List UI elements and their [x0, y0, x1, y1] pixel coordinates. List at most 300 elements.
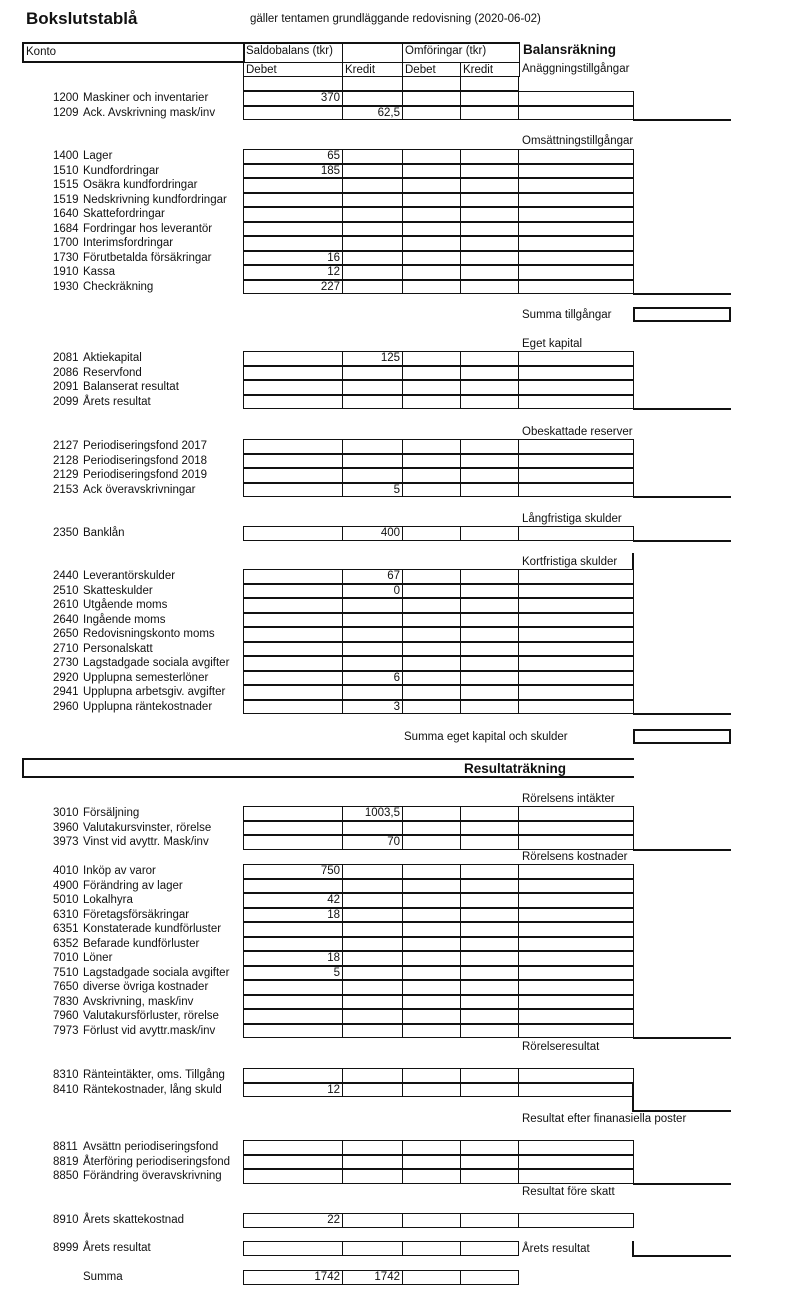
balans-cell[interactable]	[518, 1009, 634, 1024]
balans-cell[interactable]	[518, 468, 634, 483]
saldo-kredit-cell[interactable]	[342, 91, 403, 106]
resultat-fore-skatt-label: Resultat före skatt	[522, 1186, 615, 1198]
omf-kredit-cell[interactable]	[460, 951, 519, 966]
saldo-kredit-cell[interactable]	[342, 613, 403, 628]
saldo-kredit-cell[interactable]: 5	[342, 483, 403, 498]
account-number: 7650	[53, 981, 79, 993]
omf-debet-cell[interactable]	[402, 395, 461, 410]
saldo-debet-cell[interactable]	[243, 627, 343, 642]
saldo-kredit-cell[interactable]	[342, 207, 403, 222]
saldo-debet-cell[interactable]	[243, 656, 343, 671]
balans-cell[interactable]	[518, 164, 634, 179]
saldo-debet-cell[interactable]	[243, 351, 343, 366]
balans-cell[interactable]	[518, 922, 634, 937]
account-label	[53, 995, 193, 1010]
omf-kredit-cell[interactable]	[460, 1140, 519, 1155]
saldobalans-header	[243, 42, 343, 63]
account-number: 2440	[53, 570, 79, 582]
saldo-debet-cell[interactable]	[243, 1241, 343, 1256]
omf-kredit-cell[interactable]	[460, 569, 519, 584]
omf-debet-cell[interactable]	[402, 1009, 461, 1024]
saldo-kredit-cell[interactable]	[342, 1213, 403, 1228]
saldo-debet-cell[interactable]	[243, 193, 343, 208]
saldo-debet-cell[interactable]	[243, 995, 343, 1010]
omf-debet-cell[interactable]	[402, 351, 461, 366]
saldo-debet-cell[interactable]	[243, 395, 343, 410]
saldo-kredit-cell[interactable]	[342, 178, 403, 193]
balans-cell[interactable]	[518, 265, 634, 280]
saldo-debet-cell[interactable]	[243, 835, 343, 850]
saldo-kredit-cell[interactable]	[342, 193, 403, 208]
balans-cell[interactable]	[518, 1083, 634, 1098]
saldo-debet-cell[interactable]	[243, 1140, 343, 1155]
saldo-debet-cell[interactable]: 227	[243, 280, 343, 295]
saldo-debet-cell[interactable]: 12	[243, 265, 343, 280]
account-label	[53, 439, 207, 454]
omf-debet-cell[interactable]	[402, 937, 461, 952]
balans-cell[interactable]	[518, 178, 634, 193]
balans-cell[interactable]	[518, 149, 634, 164]
omf-kredit-cell[interactable]	[460, 1068, 519, 1083]
saldo-kredit-cell[interactable]	[342, 879, 403, 894]
saldo-debet-cell[interactable]	[243, 526, 343, 541]
saldo-kredit-cell[interactable]	[342, 598, 403, 613]
saldo-debet-cell[interactable]: 5	[243, 966, 343, 981]
saldo-kredit-cell[interactable]	[342, 864, 403, 879]
saldo-kredit-cell[interactable]	[342, 1241, 403, 1256]
omf-debet-cell[interactable]	[402, 598, 461, 613]
omf-debet-cell[interactable]	[402, 893, 461, 908]
saldo-kredit-cell[interactable]: 3	[342, 700, 403, 715]
omf-debet-cell[interactable]	[402, 380, 461, 395]
omf-debet-cell[interactable]	[402, 468, 461, 483]
omf-debet-cell[interactable]	[402, 1140, 461, 1155]
saldo-kredit-cell[interactable]	[342, 995, 403, 1010]
saldo-debet-cell[interactable]: 22	[243, 1213, 343, 1228]
saldo-debet-cell[interactable]	[243, 222, 343, 237]
omf-debet-cell[interactable]	[402, 995, 461, 1010]
account-label	[53, 671, 208, 686]
omf-kredit-cell[interactable]	[460, 656, 519, 671]
account-name: Årets resultat	[83, 395, 151, 408]
account-name: Valutakursförluster, rörelse	[83, 1010, 219, 1022]
omf-debet-cell[interactable]	[402, 922, 461, 937]
saldo-kredit-cell[interactable]: 6	[342, 671, 403, 686]
saldo-debet-cell[interactable]	[243, 366, 343, 381]
balans-cell[interactable]	[518, 821, 634, 836]
omsattning-label: Omsättningstillgångar	[522, 135, 634, 147]
saldo-debet-cell[interactable]	[243, 1024, 343, 1039]
balans-cell[interactable]	[518, 937, 634, 952]
balans-cell[interactable]	[518, 1024, 634, 1039]
saldo-debet-cell[interactable]: 12	[243, 1083, 343, 1098]
omf-kredit-cell[interactable]	[460, 380, 519, 395]
saldo-kredit-cell[interactable]: 70	[342, 835, 403, 850]
omf-kredit-cell[interactable]	[460, 598, 519, 613]
omf-kredit-cell[interactable]	[460, 251, 519, 266]
balans-cell[interactable]	[518, 642, 634, 657]
saldo-debet-cell[interactable]: 185	[243, 164, 343, 179]
balans-cell[interactable]	[518, 966, 634, 981]
omf-debet-cell[interactable]	[402, 251, 461, 266]
saldo-kredit-cell[interactable]	[342, 980, 403, 995]
balans-cell[interactable]	[518, 483, 634, 498]
summa-debet-cell[interactable]: 1742	[243, 1270, 343, 1285]
balans-cell[interactable]	[518, 893, 634, 908]
omf-kredit-cell[interactable]	[460, 864, 519, 879]
omf-kredit-cell[interactable]	[460, 995, 519, 1010]
omf-kredit-cell[interactable]	[460, 178, 519, 193]
saldo-kredit-cell[interactable]	[342, 280, 403, 295]
saldo-debet-cell[interactable]	[243, 922, 343, 937]
saldo-debet-cell[interactable]	[243, 1155, 343, 1170]
omf-debet-cell[interactable]	[402, 835, 461, 850]
omf-debet-cell[interactable]	[402, 193, 461, 208]
omf-kredit-cell[interactable]	[460, 671, 519, 686]
omf-debet-cell[interactable]	[402, 879, 461, 894]
omf-debet-cell[interactable]	[402, 980, 461, 995]
saldo-debet-cell[interactable]	[243, 685, 343, 700]
balans-cell[interactable]	[518, 526, 634, 541]
balans-cell[interactable]	[518, 671, 634, 686]
omf-kredit-cell[interactable]	[460, 642, 519, 657]
omf-kredit-cell[interactable]	[460, 439, 519, 454]
omf-kredit-cell[interactable]	[460, 236, 519, 251]
account-number: 7973	[53, 1024, 79, 1037]
saldo-debet-cell[interactable]	[243, 1169, 343, 1184]
balans-cell[interactable]	[518, 380, 634, 395]
omf-kredit-cell[interactable]	[460, 1155, 519, 1170]
balans-cell[interactable]	[518, 980, 634, 995]
saldo-kredit-cell[interactable]: 62,5	[342, 106, 403, 121]
saldo-debet-cell[interactable]	[243, 106, 343, 121]
saldo-kredit-cell[interactable]	[342, 821, 403, 836]
saldo-kredit-cell[interactable]	[342, 1155, 403, 1170]
saldo-debet-cell[interactable]: 750	[243, 864, 343, 879]
account-label	[53, 236, 173, 251]
omf-kredit-cell[interactable]	[460, 980, 519, 995]
saldo-kredit-cell[interactable]	[342, 439, 403, 454]
saldo-debet-cell[interactable]: 16	[243, 251, 343, 266]
balans-cell[interactable]	[518, 439, 634, 454]
saldo-debet-cell[interactable]	[243, 439, 343, 454]
omf-debet-cell[interactable]	[402, 627, 461, 642]
saldo-kredit-cell[interactable]	[342, 922, 403, 937]
saldo-debet-cell[interactable]	[243, 1009, 343, 1024]
balans-cell[interactable]	[518, 569, 634, 584]
omf-kredit-cell[interactable]	[460, 584, 519, 599]
balans-cell[interactable]	[518, 995, 634, 1010]
omf-kredit-cell[interactable]	[460, 207, 519, 222]
saldo-debet-cell[interactable]	[243, 380, 343, 395]
balansrakning-heading: Balansräkning	[523, 42, 617, 57]
balans-cell[interactable]	[518, 351, 634, 366]
saldo-kredit-cell[interactable]	[342, 265, 403, 280]
omf-debet-cell[interactable]	[402, 439, 461, 454]
omf-debet-cell[interactable]	[402, 951, 461, 966]
balans-cell[interactable]	[518, 395, 634, 410]
omf-kredit-cell[interactable]	[460, 280, 519, 295]
saldo-kredit-cell[interactable]	[342, 656, 403, 671]
omf-kredit-cell[interactable]	[460, 685, 519, 700]
omf-debet-cell[interactable]	[402, 1169, 461, 1184]
omf-debet-cell[interactable]	[402, 91, 461, 106]
saldo-kredit-cell[interactable]	[342, 685, 403, 700]
omf-debet-cell[interactable]	[402, 569, 461, 584]
saldo-kredit-cell[interactable]	[342, 236, 403, 251]
omf-kredit-cell[interactable]	[460, 879, 519, 894]
account-label	[53, 164, 159, 179]
balans-cell[interactable]	[518, 613, 634, 628]
balans-cell[interactable]	[518, 685, 634, 700]
saldo-debet-cell[interactable]	[243, 598, 343, 613]
omf-debet-cell[interactable]	[402, 806, 461, 821]
balans-cell[interactable]	[518, 908, 634, 923]
saldo-kredit-cell[interactable]: 400	[342, 526, 403, 541]
account-name: Periodiseringsfond 2019	[83, 469, 208, 481]
omf-kredit-cell[interactable]	[460, 613, 519, 628]
saldo-debet-cell[interactable]	[243, 642, 343, 657]
saldo-kredit-cell[interactable]	[342, 642, 403, 657]
saldo-kredit-cell[interactable]	[342, 380, 403, 395]
saldo-kredit-cell[interactable]	[342, 951, 403, 966]
omf-kredit-cell[interactable]	[460, 1213, 519, 1228]
omf-debet-cell[interactable]	[402, 207, 461, 222]
summa-omf-debet-cell[interactable]	[402, 1270, 461, 1285]
saldo-debet-cell[interactable]	[243, 207, 343, 222]
saldo-debet-cell[interactable]	[243, 879, 343, 894]
account-number: 7960	[53, 1010, 79, 1022]
saldo-kredit-cell[interactable]	[342, 966, 403, 981]
omf-debet-cell[interactable]	[402, 1068, 461, 1083]
omf-kredit-cell[interactable]	[460, 700, 519, 715]
balans-cell[interactable]	[518, 951, 634, 966]
omf-debet-cell[interactable]	[402, 656, 461, 671]
omf-kredit-cell[interactable]	[460, 908, 519, 923]
omf-debet-cell[interactable]	[402, 584, 461, 599]
omf-debet-cell[interactable]	[402, 222, 461, 237]
omf-debet-cell[interactable]	[402, 966, 461, 981]
saldo-kredit-cell[interactable]	[342, 395, 403, 410]
balans-cell[interactable]	[518, 700, 634, 715]
omf-debet-cell[interactable]	[402, 526, 461, 541]
omf-debet-cell[interactable]	[402, 178, 461, 193]
omf-kredit-cell[interactable]	[460, 893, 519, 908]
omf-kredit-cell[interactable]	[460, 1083, 519, 1098]
omf-debet-cell[interactable]	[402, 1083, 461, 1098]
omf-debet-cell[interactable]	[402, 1024, 461, 1039]
balans-cell[interactable]	[518, 1155, 634, 1170]
balans-cell[interactable]	[518, 1169, 634, 1184]
omf-kredit-cell[interactable]	[460, 806, 519, 821]
omf-kredit-cell[interactable]	[460, 468, 519, 483]
omf-kredit-cell[interactable]	[460, 193, 519, 208]
balans-cell[interactable]	[518, 1068, 634, 1083]
balans-cell[interactable]	[518, 656, 634, 671]
saldo-debet-cell[interactable]	[243, 584, 343, 599]
saldo-debet-cell[interactable]: 65	[243, 149, 343, 164]
omf-debet-cell[interactable]	[402, 1241, 461, 1256]
omf-debet-cell[interactable]	[402, 613, 461, 628]
balans-cell[interactable]	[518, 584, 634, 599]
saldo-kredit-cell[interactable]	[342, 454, 403, 469]
omf-kredit-cell[interactable]	[460, 351, 519, 366]
omf-kredit-cell[interactable]	[460, 1024, 519, 1039]
omf-kredit-cell[interactable]	[460, 106, 519, 121]
account-label	[53, 91, 208, 106]
saldo-debet-cell[interactable]	[243, 1068, 343, 1083]
omf-kredit-cell[interactable]	[460, 821, 519, 836]
omf-debet-cell[interactable]	[402, 908, 461, 923]
saldo-kredit-cell[interactable]: 67	[342, 569, 403, 584]
saldo-kredit-cell[interactable]	[342, 1083, 403, 1098]
omf-debet-cell[interactable]	[402, 1213, 461, 1228]
account-label	[53, 1155, 230, 1170]
balans-cell[interactable]	[518, 222, 634, 237]
saldo-debet-cell[interactable]	[243, 806, 343, 821]
omf-debet-cell[interactable]	[402, 821, 461, 836]
account-label	[53, 937, 199, 952]
omforingar-label: Omföringar (tkr)	[405, 45, 487, 57]
omf-kredit-cell[interactable]	[460, 222, 519, 237]
saldo-kredit-cell[interactable]	[342, 1009, 403, 1024]
saldo-debet-cell[interactable]: 18	[243, 951, 343, 966]
omf-debet-cell[interactable]	[402, 265, 461, 280]
account-name: Lagstadgade sociala avgifter	[83, 966, 230, 979]
balans-cell[interactable]	[518, 879, 634, 894]
omf-kredit-cell[interactable]	[460, 454, 519, 469]
summa-tillgangar-label: Summa tillgångar	[522, 309, 612, 321]
omf-debet-cell[interactable]	[402, 106, 461, 121]
summa-ek-skulder-box[interactable]	[633, 729, 731, 744]
balans-cell[interactable]	[518, 1140, 634, 1155]
saldo-kredit-cell[interactable]	[342, 937, 403, 952]
omf-kredit-cell[interactable]	[460, 1169, 519, 1184]
omf-kredit-cell[interactable]	[460, 149, 519, 164]
saldo-debet-cell[interactable]: 42	[243, 893, 343, 908]
saldo-debet-cell[interactable]	[243, 671, 343, 686]
balans-cell[interactable]	[518, 207, 634, 222]
balans-cell[interactable]	[518, 835, 634, 850]
saldo-kredit-cell[interactable]	[342, 149, 403, 164]
balans-cell[interactable]	[518, 864, 634, 879]
balans-cell[interactable]	[518, 627, 634, 642]
saldo-kredit-cell[interactable]	[342, 1024, 403, 1039]
saldo-debet-cell[interactable]	[243, 236, 343, 251]
omf-debet-cell[interactable]	[402, 280, 461, 295]
omf-debet-cell[interactable]	[402, 671, 461, 686]
omf-kredit-cell[interactable]	[460, 627, 519, 642]
balans-cell[interactable]	[518, 91, 634, 106]
saldo-kredit-cell[interactable]	[342, 222, 403, 237]
omf-kredit-cell[interactable]	[460, 835, 519, 850]
saldo-debet-cell[interactable]	[243, 700, 343, 715]
omf-debet-cell[interactable]	[402, 454, 461, 469]
saldo-kredit-cell[interactable]	[342, 251, 403, 266]
balans-cell[interactable]	[518, 454, 634, 469]
omf-debet-cell[interactable]	[402, 685, 461, 700]
saldo-debet-cell[interactable]	[243, 937, 343, 952]
section-divider	[633, 540, 731, 542]
summa-kredit-cell[interactable]: 1742	[342, 1270, 403, 1285]
omf-kredit-cell[interactable]	[460, 1009, 519, 1024]
omforingar-header	[402, 42, 520, 63]
saldo-debet-cell[interactable]	[243, 980, 343, 995]
omf-debet-cell[interactable]	[402, 864, 461, 879]
saldo-kredit-cell[interactable]: 0	[342, 584, 403, 599]
saldo-kredit-cell[interactable]	[342, 908, 403, 923]
omf-debet-cell[interactable]	[402, 483, 461, 498]
balans-cell[interactable]	[518, 598, 634, 613]
omf-kredit-cell[interactable]	[460, 366, 519, 381]
saldo-debet-cell[interactable]	[243, 821, 343, 836]
omf-debet-cell[interactable]	[402, 700, 461, 715]
summa-tillgangar-box[interactable]	[633, 307, 731, 322]
saldo-debet-cell[interactable]	[243, 569, 343, 584]
omf-debet-cell[interactable]	[402, 236, 461, 251]
balans-cell[interactable]	[518, 193, 634, 208]
balans-cell[interactable]	[518, 251, 634, 266]
saldo-kredit-cell[interactable]: 1003,5	[342, 806, 403, 821]
omf-kredit-cell[interactable]	[460, 91, 519, 106]
saldo-kredit-cell[interactable]	[342, 893, 403, 908]
account-label	[53, 149, 112, 164]
saldo-debet-cell[interactable]	[243, 483, 343, 498]
omf-kredit-cell[interactable]	[460, 966, 519, 981]
balans-cell[interactable]	[518, 106, 634, 121]
omf-kredit-cell[interactable]	[460, 937, 519, 952]
balans-cell[interactable]	[518, 280, 634, 295]
omf-kredit-cell[interactable]	[460, 922, 519, 937]
account-number: 2710	[53, 642, 79, 655]
account-number: 2350	[53, 527, 79, 539]
balans-cell[interactable]	[518, 1213, 634, 1228]
saldo-debet-cell[interactable]	[243, 613, 343, 628]
saldo-kredit-cell[interactable]	[342, 1169, 403, 1184]
saldo-debet-cell[interactable]	[243, 454, 343, 469]
balans-cell[interactable]	[518, 366, 634, 381]
saldo-debet-cell[interactable]: 370	[243, 91, 343, 106]
saldo-kredit-cell[interactable]	[342, 164, 403, 179]
saldo-kredit-cell[interactable]	[342, 366, 403, 381]
omf-kredit-cell[interactable]	[460, 265, 519, 280]
account-number: 7830	[53, 995, 79, 1008]
saldo-kredit-cell[interactable]	[342, 1140, 403, 1155]
saldo-debet-cell[interactable]	[243, 468, 343, 483]
saldo-kredit-cell[interactable]	[342, 468, 403, 483]
balans-cell[interactable]	[518, 236, 634, 251]
account-number: 2640	[53, 613, 79, 626]
omf-kredit-cell[interactable]	[460, 395, 519, 410]
account-number: 1209	[53, 106, 79, 119]
omf-kredit-cell[interactable]	[460, 526, 519, 541]
saldo-debet-cell[interactable]: 18	[243, 908, 343, 923]
omf-debet-cell[interactable]	[402, 1155, 461, 1170]
saldo-kredit-cell[interactable]	[342, 1068, 403, 1083]
balans-cell[interactable]	[518, 806, 634, 821]
saldo-kredit-cell[interactable]	[342, 627, 403, 642]
omf-debet-cell[interactable]	[402, 149, 461, 164]
saldo-debet-cell[interactable]	[243, 178, 343, 193]
saldo-kredit-cell[interactable]: 125	[342, 351, 403, 366]
omf-debet-cell[interactable]	[402, 642, 461, 657]
omf-kredit-cell[interactable]	[460, 164, 519, 179]
omf-debet-cell[interactable]	[402, 366, 461, 381]
omf-kredit-cell[interactable]	[460, 1241, 519, 1256]
omf-debet-cell[interactable]	[402, 164, 461, 179]
summa-omf-kredit-cell[interactable]	[460, 1270, 519, 1285]
omf-kredit-cell[interactable]	[460, 483, 519, 498]
